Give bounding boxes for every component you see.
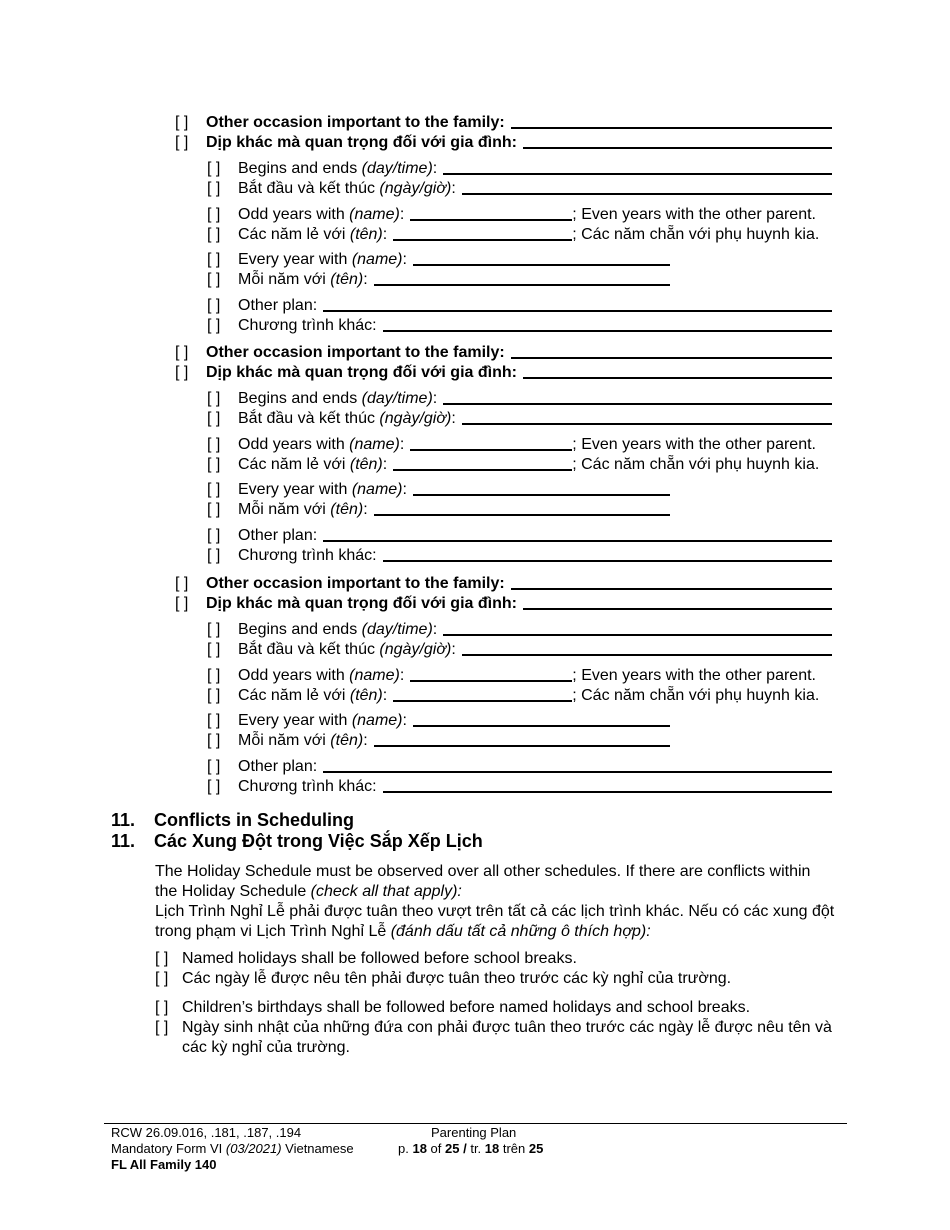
occasion-row-odd-en xyxy=(207,205,816,225)
checkbox[interactable]: [ ] xyxy=(207,758,221,775)
field-label: Odd years with (name): xyxy=(238,206,405,223)
field-label: Other plan: xyxy=(238,527,318,544)
occasion-row-begins-en xyxy=(207,159,832,179)
option-named-holidays-en[interactable]: [ ] Named holidays shall be followed before school breaks. xyxy=(155,950,577,967)
fill-line[interactable] xyxy=(511,587,832,590)
checkbox[interactable]: [ ] xyxy=(155,999,169,1016)
checkbox[interactable]: [ ] xyxy=(175,344,189,361)
field-label: Chương trình khác: xyxy=(238,317,377,334)
option-birthdays-vi[interactable]: [ ] Ngày sinh nhật của những đứa con phải được tuân theo trước các ngày lễ được nêu tên và các kỳ nghỉ của trường. xyxy=(155,1019,832,1056)
checkbox[interactable]: [ ] xyxy=(207,778,221,795)
occasion-row-odd-vi xyxy=(207,225,819,245)
field-label: Dịp khác mà quan trọng đối với gia đình: xyxy=(206,364,517,381)
field-label: Các năm lẻ với (tên): xyxy=(238,456,388,473)
occasion-row-other-vi xyxy=(207,316,832,336)
checkbox[interactable]: [ ] xyxy=(207,501,221,518)
field-label: Other occasion important to the family: xyxy=(206,575,505,592)
occasion-row-odd-vi xyxy=(207,686,819,706)
field-label: Bắt đầu và kết thúc (ngày/giờ): xyxy=(238,180,456,197)
footer-divider xyxy=(104,1123,847,1124)
checkbox[interactable]: [ ] xyxy=(207,436,221,453)
checkbox[interactable]: [ ] xyxy=(207,547,221,564)
checkbox[interactable]: [ ] xyxy=(207,160,221,177)
field-label: Begins and ends (day/time): xyxy=(238,621,438,638)
field-label: Mỗi năm với (tên): xyxy=(238,501,368,518)
occasion-row-other-en xyxy=(207,296,832,316)
checkbox[interactable]: [ ] xyxy=(207,481,221,498)
occasion-row-other-vi xyxy=(207,546,832,566)
checkbox[interactable]: [ ] xyxy=(175,595,189,612)
fill-line[interactable] xyxy=(413,493,670,496)
checkbox[interactable]: [ ] xyxy=(207,390,221,407)
occasion-row-odd-en xyxy=(207,435,816,455)
checkbox[interactable]: [ ] xyxy=(155,950,169,967)
fill-line[interactable] xyxy=(462,422,832,425)
fill-line[interactable] xyxy=(410,679,572,682)
fill-line[interactable] xyxy=(523,146,832,149)
occasion-row-odd-vi xyxy=(207,455,819,475)
field-label: Every year with (name): xyxy=(238,712,407,729)
fill-line[interactable] xyxy=(511,126,832,129)
section-11-title-en: 11. Conflicts in Scheduling xyxy=(111,810,355,830)
fill-line[interactable] xyxy=(410,218,572,221)
occasion-row-every-vi xyxy=(207,270,670,290)
footer-form: Mandatory Form VI (03/2021) Vietnamese xyxy=(111,1141,354,1156)
occasion-row-title-en xyxy=(175,343,832,363)
checkbox[interactable]: [ ] xyxy=(207,206,221,223)
checkbox[interactable]: [ ] xyxy=(207,317,221,334)
field-label: Dịp khác mà quan trọng đối với gia đình: xyxy=(206,134,517,151)
checkbox[interactable]: [ ] xyxy=(175,575,189,592)
footer-doc-title: Parenting Plan xyxy=(431,1125,517,1140)
field-label: Bắt đầu và kết thúc (ngày/giờ): xyxy=(238,641,456,658)
field-tail: ; Các năm chẵn với phụ huynh kia. xyxy=(572,226,820,243)
occasion-row-title-en xyxy=(175,574,832,594)
occasion-row-title-vi xyxy=(175,594,832,614)
field-label: Other plan: xyxy=(238,297,318,314)
occasion-row-title-en xyxy=(175,113,832,133)
option-birthdays-en[interactable]: [ ] Children’s birthdays shall be followed before named holidays and school breaks. xyxy=(155,999,751,1016)
fill-line[interactable] xyxy=(523,607,832,610)
section-11-paragraph-en: The Holiday Schedule must be observed over all other schedules. If there are conflicts within the Holiday Schedule (check all that apply): xyxy=(155,863,811,900)
fill-line[interactable] xyxy=(410,448,572,451)
occasion-row-every-en xyxy=(207,480,670,500)
checkbox[interactable]: [ ] xyxy=(175,134,189,151)
fill-line[interactable] xyxy=(374,744,670,747)
field-label: Các năm lẻ với (tên): xyxy=(238,687,388,704)
checkbox[interactable]: [ ] xyxy=(207,251,221,268)
field-tail: ; Even years with the other parent. xyxy=(572,436,816,453)
option-named-holidays-vi[interactable]: [ ] Các ngày lễ được nêu tên phải được tuân theo trước các kỳ nghỉ của trường. xyxy=(155,970,732,987)
field-label: Begins and ends (day/time): xyxy=(238,160,438,177)
occasion-row-every-en xyxy=(207,250,670,270)
fill-line[interactable] xyxy=(393,468,572,471)
checkbox[interactable]: [ ] xyxy=(207,621,221,638)
checkbox[interactable]: [ ] xyxy=(207,297,221,314)
fill-line[interactable] xyxy=(374,283,670,286)
field-label: Odd years with (name): xyxy=(238,667,405,684)
footer-form-id: FL All Family 140 xyxy=(111,1157,217,1172)
field-label: Chương trình khác: xyxy=(238,547,377,564)
field-label: Other plan: xyxy=(238,758,318,775)
checkbox[interactable]: [ ] xyxy=(207,180,221,197)
checkbox[interactable]: [ ] xyxy=(207,667,221,684)
fill-line[interactable] xyxy=(383,790,832,793)
fill-line[interactable] xyxy=(393,699,572,702)
checkbox[interactable]: [ ] xyxy=(207,410,221,427)
checkbox[interactable]: [ ] xyxy=(207,712,221,729)
field-label: Every year with (name): xyxy=(238,481,407,498)
field-label: Chương trình khác: xyxy=(238,778,377,795)
footer-rcw: RCW 26.09.016, .181, .187, .194 xyxy=(111,1125,302,1140)
fill-line[interactable] xyxy=(374,513,670,516)
fill-line[interactable] xyxy=(511,356,832,359)
fill-line[interactable] xyxy=(462,192,832,195)
occasion-row-begins-en xyxy=(207,620,832,640)
checkbox[interactable]: [ ] xyxy=(155,1019,169,1036)
fill-line[interactable] xyxy=(323,770,832,773)
fill-line[interactable] xyxy=(323,539,832,542)
section-11-title-vi: 11. Các Xung Đột trong Việc Sắp Xếp Lịch xyxy=(111,831,483,851)
fill-line[interactable] xyxy=(443,402,832,405)
field-tail: ; Even years with the other parent. xyxy=(572,206,816,223)
fill-line[interactable] xyxy=(323,309,832,312)
checkbox[interactable]: [ ] xyxy=(175,114,189,131)
checkbox[interactable]: [ ] xyxy=(175,364,189,381)
fill-line[interactable] xyxy=(413,724,670,727)
field-label: Mỗi năm với (tên): xyxy=(238,732,368,749)
occasion-row-odd-en xyxy=(207,666,816,686)
field-label: Other occasion important to the family: xyxy=(206,344,505,361)
occasion-row-title-vi xyxy=(175,133,832,153)
occasion-row-begins-en xyxy=(207,389,832,409)
field-label: Every year with (name): xyxy=(238,251,407,268)
fill-line[interactable] xyxy=(393,238,572,241)
checkbox[interactable]: [ ] xyxy=(207,641,221,658)
occasion-row-every-en xyxy=(207,711,670,731)
field-label: Begins and ends (day/time): xyxy=(238,390,438,407)
field-tail: ; Các năm chẵn với phụ huynh kia. xyxy=(572,456,820,473)
field-label: Other occasion important to the family: xyxy=(206,114,505,131)
checkbox[interactable]: [ ] xyxy=(207,527,221,544)
checkbox[interactable]: [ ] xyxy=(155,970,169,987)
section-11-paragraph-vi: Lịch Trình Nghỉ Lễ phải được tuân theo vượt trên tất cả các lịch trình khác. Nếu có các xung đột trong phạm vi Lịch Trình Nghỉ Lễ (đánh dấu tất cả những ô thích hợp): xyxy=(155,903,835,940)
fill-line[interactable] xyxy=(523,376,832,379)
occasion-row-every-vi xyxy=(207,500,670,520)
field-tail: ; Even years with the other parent. xyxy=(572,667,816,684)
fill-line[interactable] xyxy=(383,329,832,332)
occasion-row-begins-vi xyxy=(207,409,832,429)
occasion-row-every-vi xyxy=(207,731,670,751)
checkbox[interactable]: [ ] xyxy=(207,732,221,749)
checkbox[interactable]: [ ] xyxy=(207,456,221,473)
occasion-row-other-en xyxy=(207,526,832,546)
fill-line[interactable] xyxy=(443,633,832,636)
field-label: Dịp khác mà quan trọng đối với gia đình: xyxy=(206,595,517,612)
occasion-row-title-vi xyxy=(175,363,832,383)
field-label: Các năm lẻ với (tên): xyxy=(238,226,388,243)
field-tail: ; Các năm chẵn với phụ huynh kia. xyxy=(572,687,820,704)
occasion-row-begins-vi xyxy=(207,179,832,199)
checkbox[interactable]: [ ] xyxy=(207,226,221,243)
checkbox[interactable]: [ ] xyxy=(207,687,221,704)
occasion-row-begins-vi xyxy=(207,640,832,660)
occasion-row-other-en xyxy=(207,757,832,777)
fill-line[interactable] xyxy=(383,559,832,562)
fill-line[interactable] xyxy=(443,172,832,175)
field-label: Bắt đầu và kết thúc (ngày/giờ): xyxy=(238,410,456,427)
field-label: Mỗi năm với (tên): xyxy=(238,271,368,288)
fill-line[interactable] xyxy=(462,653,832,656)
footer-page-number: p. 18 of 25 / tr. 18 trên 25 xyxy=(398,1141,544,1156)
fill-line[interactable] xyxy=(413,263,670,266)
checkbox[interactable]: [ ] xyxy=(207,271,221,288)
occasion-row-other-vi xyxy=(207,777,832,797)
field-label: Odd years with (name): xyxy=(238,436,405,453)
